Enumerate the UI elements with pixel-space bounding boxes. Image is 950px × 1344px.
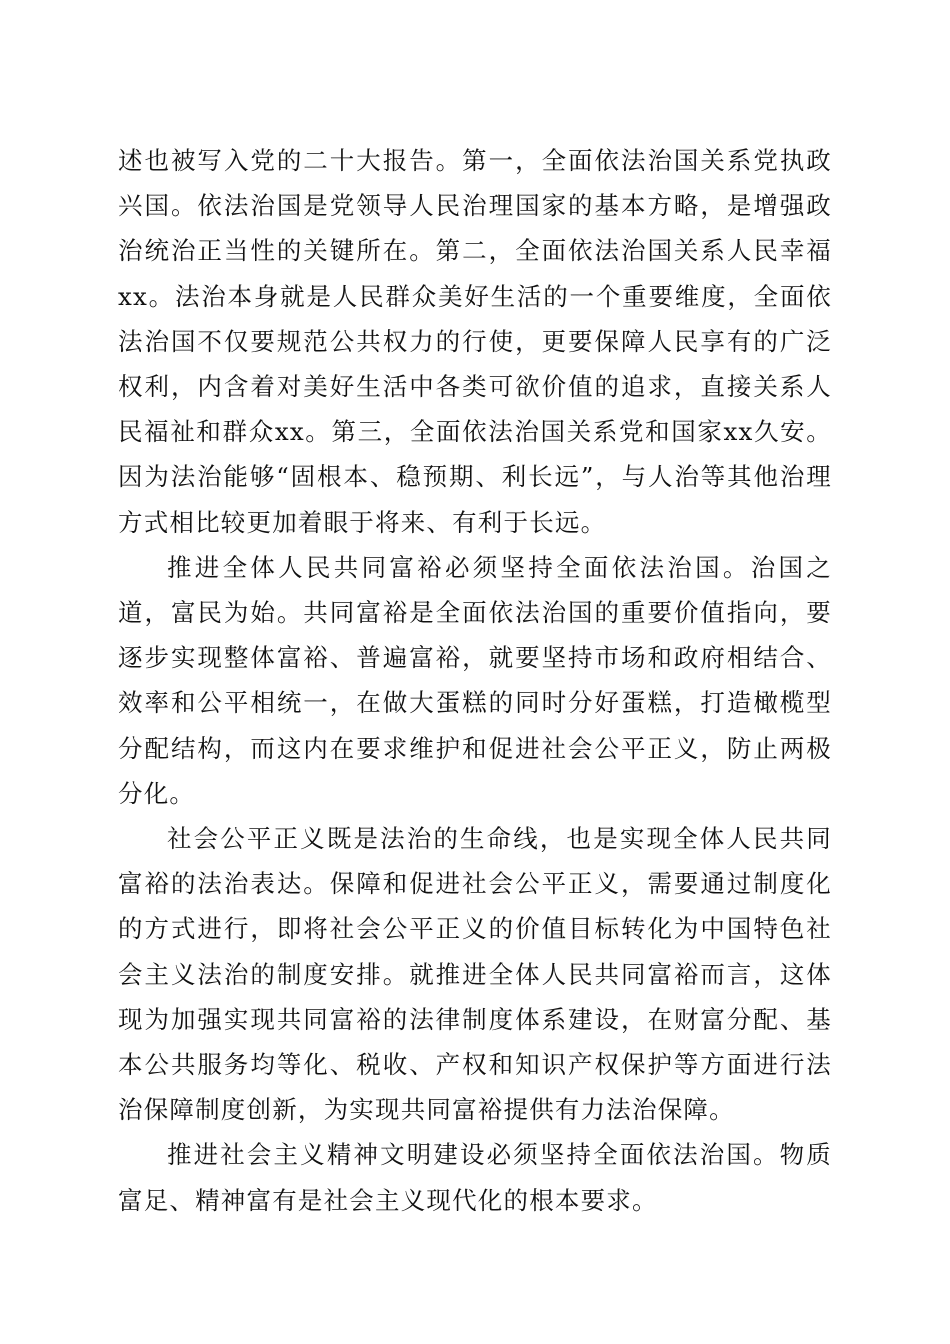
paragraph-social-justice: 社会公平正义既是法治的生命线，也是实现全体人民共同富裕的法治表达。保障和促进社会公平正义，需要通过制度化的方式进行，即将社会公平正义的价值目标转化为中国特色社会主义法治的制度安排。就推进全体人民共同富裕而言，这体现为加强实现共同富裕的法律制度体系建设，在财富分配、基本公共服务均等化、税收、产权和知识产权保护等方面进行法治保障制度创新，为实现共同富裕提供有力法治保障。 [118, 824, 832, 1125]
paragraph-spiritual-civilization: 推进社会主义精神文明建设必须坚持全面依法治国。物质富足、精神富有是社会主义现代化的根本要求。 [118, 1140, 832, 1215]
paragraph-common-prosperity: 推进全体人民共同富裕必须坚持全面依法治国。治国之道，富民为始。共同富裕是全面依法治国的重要价值指向，要逐步实现整体富裕、普遍富裕，就要坚持市场和政府相结合、效率和公平相统一，在做大蛋糕的同时分好蛋糕，打造橄榄型分配结构，而这内在要求维护和促进社会公平正义，防止两极分化。 [118, 552, 832, 808]
paragraph-continuation: 述也被写入党的二十大报告。第一，全面依法治国关系党执政兴国。依法治国是党领导人民治理国家的基本方略，是增强政治统治正当性的关键所在。第二，全面依法治国关系人民幸福xx。法治本身就是人民群众美好生活的一个重要维度，全面依法治国不仅要规范公共权力的行使，更要保障人民享有的广泛权利，内含着对美好生活中各类可欲价值的追求，直接关系人民福祉和群众xx。第三，全面依法治国关系党和国家xx久安。因为法治能够“固根本、稳预期、利长远”，与人治等其他治理方式相比较更加着眼于将来、有利于长远。 [118, 146, 832, 537]
document-body [118, 138, 832, 1223]
